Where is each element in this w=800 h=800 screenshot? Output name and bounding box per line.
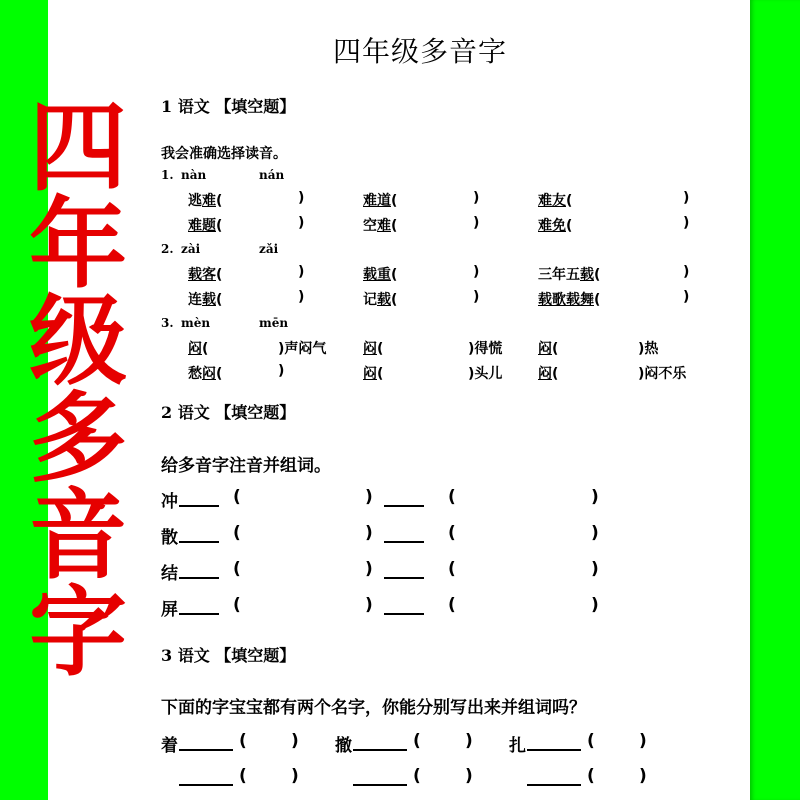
- word-blank[interactable]: [463, 559, 588, 579]
- close-paren: ): [278, 363, 285, 379]
- close-paren: ): [683, 215, 690, 231]
- open-paren: (: [594, 292, 601, 308]
- pinyin-blank[interactable]: [179, 784, 233, 786]
- close-paren: ): [639, 731, 647, 751]
- word-blank[interactable]: [253, 766, 287, 786]
- page-title: 四年级多音字: [333, 35, 508, 68]
- word-blank[interactable]: [601, 731, 635, 751]
- target-char: 载: [538, 292, 552, 308]
- close-paren: ): [591, 487, 599, 507]
- word-item: [188, 190, 222, 210]
- worksheet-page: [48, 0, 750, 800]
- close-paren: )声闷气: [278, 341, 327, 357]
- answer-blank[interactable]: [433, 215, 471, 233]
- banner-char: 音: [28, 479, 127, 593]
- group-number: 1.: [161, 168, 174, 182]
- close-paren: ): [473, 264, 480, 280]
- word-part: 重: [377, 267, 391, 283]
- word-item: [363, 338, 383, 358]
- target-char: 闷: [363, 341, 377, 357]
- word-part: 题: [202, 218, 216, 234]
- answer-blank[interactable]: [258, 289, 296, 307]
- answer-blank[interactable]: [238, 338, 276, 356]
- pinyin-blank[interactable]: [353, 749, 407, 751]
- close-paren: ): [683, 264, 690, 280]
- close-paren: ): [591, 559, 599, 579]
- group-number: 3.: [161, 316, 174, 330]
- open-paren: (: [216, 292, 223, 308]
- open-paren: (: [202, 341, 209, 357]
- open-paren: (: [391, 218, 398, 234]
- pinyin-blank[interactable]: [384, 541, 424, 543]
- word-blank[interactable]: [248, 595, 363, 615]
- answer-blank[interactable]: [428, 338, 466, 356]
- target-char: 载: [363, 267, 377, 283]
- open-paren: (: [233, 559, 241, 579]
- close-paren: ): [291, 766, 299, 786]
- section-1-instruction: 我会准确选择读音。: [161, 146, 287, 162]
- word-item: [363, 215, 397, 235]
- open-paren: (: [216, 218, 223, 234]
- target-char: 载: [377, 292, 391, 308]
- target-char: 难: [377, 218, 391, 234]
- pinyin-blank[interactable]: [384, 577, 424, 579]
- open-paren: (: [391, 193, 398, 209]
- open-paren: (: [377, 341, 384, 357]
- pinyin-option: mèn: [181, 316, 211, 330]
- open-paren: (: [552, 341, 559, 357]
- close-paren: )闷不乐: [638, 366, 687, 382]
- target-char: 闷: [363, 366, 377, 382]
- word-part: 免: [552, 218, 566, 234]
- close-paren: ): [473, 215, 480, 231]
- polyphone-char: 扎: [509, 736, 526, 756]
- word-part: 三年五: [538, 267, 580, 283]
- word-blank[interactable]: [463, 523, 588, 543]
- pinyin-blank[interactable]: [179, 505, 219, 507]
- word-blank[interactable]: [463, 487, 588, 507]
- word-item: [188, 338, 208, 358]
- polyphone-char: 屏: [161, 600, 178, 620]
- section-1-header: 1 语文 【填空题】: [161, 97, 296, 116]
- open-paren: (: [448, 559, 456, 579]
- word-item: [538, 363, 558, 383]
- word-part: 空: [363, 218, 377, 234]
- open-paren: (: [233, 523, 241, 543]
- target-char: 载: [580, 267, 594, 283]
- polyphone-char: 冲: [161, 492, 178, 512]
- open-paren: (: [587, 731, 595, 751]
- word-part: 道: [377, 193, 391, 209]
- pinyin-option: zǎi: [259, 242, 279, 256]
- word-blank[interactable]: [248, 559, 363, 579]
- word-item: [363, 190, 397, 210]
- target-char: 闷: [538, 341, 552, 357]
- section-2-header: 2 语文 【填空题】: [161, 403, 296, 422]
- polyphone-char: 撤: [335, 736, 352, 756]
- word-blank[interactable]: [427, 766, 461, 786]
- open-paren: (: [448, 487, 456, 507]
- open-paren: (: [233, 487, 241, 507]
- pinyin-option: mēn: [259, 316, 289, 330]
- banner-char: 多: [28, 382, 127, 496]
- answer-blank[interactable]: [598, 363, 636, 381]
- open-paren: (: [233, 595, 241, 615]
- target-char: 闷: [188, 341, 202, 357]
- close-paren: ): [683, 289, 690, 305]
- answer-blank[interactable]: [598, 338, 636, 356]
- target-char: 难: [538, 218, 552, 234]
- target-char: 闷: [538, 366, 552, 382]
- section-3-instruction: 下面的字宝宝都有两个名字，你能分别写出来并组词吗？: [161, 698, 586, 718]
- word-item: [538, 264, 600, 284]
- word-item: [363, 363, 383, 383]
- answer-blank[interactable]: [258, 264, 296, 282]
- word-item: [538, 215, 572, 235]
- pinyin-option: nán: [259, 168, 285, 182]
- pinyin-blank[interactable]: [527, 784, 581, 786]
- word-blank[interactable]: [248, 523, 363, 543]
- word-item: [538, 289, 600, 309]
- open-paren: (: [239, 731, 247, 751]
- word-blank[interactable]: [463, 595, 588, 615]
- pinyin-blank[interactable]: [384, 505, 424, 507]
- word-item: [538, 338, 558, 358]
- right-green-border: [750, 0, 800, 800]
- close-paren: ): [298, 289, 305, 305]
- open-paren: (: [413, 766, 421, 786]
- open-paren: (: [566, 218, 573, 234]
- close-paren: ): [639, 766, 647, 786]
- word-part: 记: [363, 292, 377, 308]
- word-blank[interactable]: [253, 731, 287, 751]
- word-item: [188, 363, 222, 383]
- polyphone-char: 着: [161, 736, 178, 756]
- target-char: 难: [188, 218, 202, 234]
- close-paren: ): [473, 289, 480, 305]
- close-paren: ): [365, 595, 373, 615]
- word-blank[interactable]: [427, 731, 461, 751]
- word-part: 愁: [188, 366, 202, 382]
- open-paren: (: [391, 292, 398, 308]
- polyphone-char: 结: [161, 564, 178, 584]
- word-item: [188, 289, 222, 309]
- pinyin-blank[interactable]: [384, 613, 424, 615]
- word-part: 连: [188, 292, 202, 308]
- section-2-instruction: 给多音字注音并组词。: [161, 456, 331, 476]
- close-paren: ): [291, 731, 299, 751]
- close-paren: ): [298, 264, 305, 280]
- pinyin-blank[interactable]: [353, 784, 407, 786]
- close-paren: ): [465, 766, 473, 786]
- word-part: 友: [552, 193, 566, 209]
- word-blank[interactable]: [601, 766, 635, 786]
- answer-blank[interactable]: [428, 363, 466, 381]
- answer-blank[interactable]: [238, 363, 276, 381]
- target-char: 难: [538, 193, 552, 209]
- answer-blank[interactable]: [258, 190, 296, 208]
- group-number: 2.: [161, 242, 174, 256]
- close-paren: ): [365, 487, 373, 507]
- close-paren: ): [465, 731, 473, 751]
- target-char: 闷: [202, 366, 216, 382]
- close-paren: )热: [638, 341, 659, 357]
- open-paren: (: [552, 366, 559, 382]
- target-char: 难: [363, 193, 377, 209]
- close-paren: ): [591, 523, 599, 543]
- answer-blank[interactable]: [643, 289, 681, 307]
- answer-blank[interactable]: [643, 264, 681, 282]
- close-paren: ): [298, 190, 305, 206]
- open-paren: (: [216, 193, 223, 209]
- pinyin-option: nàn: [181, 168, 207, 182]
- close-paren: ): [298, 215, 305, 231]
- section-3-header: 3 语文 【填空题】: [161, 646, 296, 665]
- open-paren: (: [594, 267, 601, 283]
- answer-blank[interactable]: [433, 190, 471, 208]
- close-paren: ): [473, 190, 480, 206]
- pinyin-blank[interactable]: [179, 613, 219, 615]
- answer-blank[interactable]: [643, 215, 681, 233]
- word-item: [188, 264, 222, 284]
- open-paren: (: [216, 366, 223, 382]
- target-char: 载: [202, 292, 216, 308]
- open-paren: (: [448, 595, 456, 615]
- open-paren: (: [413, 731, 421, 751]
- word-part: 歌载舞: [552, 292, 594, 308]
- target-char: 难: [202, 193, 216, 209]
- close-paren: ): [365, 559, 373, 579]
- word-item: [538, 190, 572, 210]
- close-paren: )得慌: [468, 341, 503, 357]
- pinyin-option: zài: [181, 242, 201, 256]
- answer-blank[interactable]: [433, 289, 471, 307]
- open-paren: (: [216, 267, 223, 283]
- close-paren: ): [365, 523, 373, 543]
- pinyin-blank[interactable]: [527, 749, 581, 751]
- pinyin-blank[interactable]: [179, 577, 219, 579]
- answer-blank[interactable]: [433, 264, 471, 282]
- answer-blank[interactable]: [258, 215, 296, 233]
- close-paren: )头儿: [468, 366, 503, 382]
- banner-char: 级: [28, 285, 127, 399]
- word-item: [363, 264, 397, 284]
- open-paren: (: [377, 366, 384, 382]
- word-part: 逃: [188, 193, 202, 209]
- answer-blank[interactable]: [643, 190, 681, 208]
- open-paren: (: [448, 523, 456, 543]
- open-paren: (: [239, 766, 247, 786]
- word-item: [363, 289, 397, 309]
- word-blank[interactable]: [248, 487, 363, 507]
- word-item: [188, 215, 222, 235]
- banner-char: 年: [28, 188, 127, 302]
- close-paren: ): [591, 595, 599, 615]
- pinyin-blank[interactable]: [179, 749, 233, 751]
- target-char: 载: [188, 267, 202, 283]
- polyphone-char: 散: [161, 528, 178, 548]
- open-paren: (: [566, 193, 573, 209]
- close-paren: ): [683, 190, 690, 206]
- banner-char: 字: [28, 576, 127, 690]
- pinyin-blank[interactable]: [179, 541, 219, 543]
- word-part: 客: [202, 267, 216, 283]
- open-paren: (: [587, 766, 595, 786]
- open-paren: (: [391, 267, 398, 283]
- banner-char: 四: [28, 91, 127, 205]
